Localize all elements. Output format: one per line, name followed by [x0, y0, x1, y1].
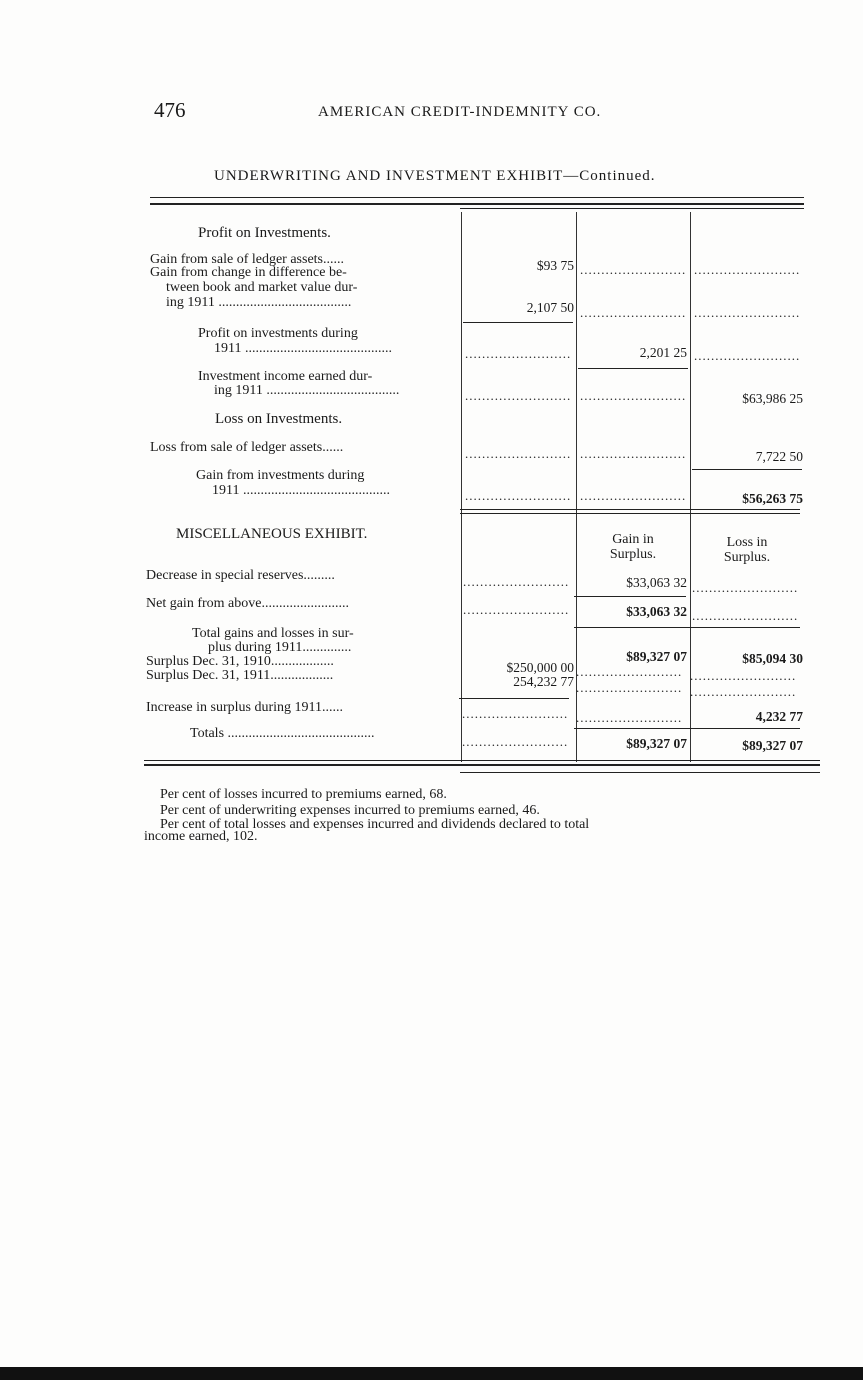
profit-heading: Profit on Investments. — [198, 225, 331, 241]
leader-dots: ......................... — [465, 446, 571, 461]
totals-label: Totals .......................................... — [190, 727, 375, 741]
leader-dots: ......................... — [465, 388, 571, 403]
leader-dots: ......................... — [463, 574, 569, 589]
totals-col3: $89,327 07 — [742, 738, 803, 753]
subtotal-rule — [459, 698, 569, 699]
profit-during-line1: Profit on investments during — [198, 326, 358, 341]
top-rule-extension — [460, 208, 804, 209]
leader-dots: ......................... — [690, 684, 797, 699]
leader-dots: ......................... — [692, 580, 798, 595]
bottom-rule — [144, 760, 820, 761]
footnote-losses: Per cent of losses incurred to premiums earned, 68. — [160, 787, 447, 802]
bottom-rule-extension — [460, 772, 820, 773]
total-gl-line2: plus during 1911.............. — [208, 640, 352, 655]
leader-dots: ......................... — [576, 664, 683, 679]
top-rule — [150, 197, 804, 198]
loss-in-surplus-header — [704, 535, 790, 565]
total-gl-line1: Total gains and losses in sur- — [192, 626, 354, 641]
gain-sale-label: Gain from sale of ledger assets...... — [150, 252, 344, 267]
increase-col3: 4,232 77 — [755, 709, 803, 724]
gain-in-surplus-header — [590, 532, 676, 562]
col3-header-line1: Loss in — [726, 535, 768, 550]
leader-dots: ......................... — [580, 305, 686, 320]
gain-sale-col1: $93 75 — [536, 258, 574, 273]
leader-dots: ......................... — [580, 262, 686, 277]
surplus-1910-col1: $250,000 00 — [506, 660, 574, 675]
section-rule — [460, 513, 800, 514]
profit-during-line2: 1911 .......................................... — [214, 342, 392, 356]
misc-heading: MISCELLANEOUS EXHIBIT. — [176, 526, 368, 542]
gain-change-line1: Gain from change in difference be- — [150, 265, 347, 280]
page-number: 476 — [154, 98, 186, 122]
subtotal-rule — [692, 469, 802, 470]
bottom-rule-inner — [144, 764, 820, 766]
leader-dots: ......................... — [692, 608, 798, 623]
leader-dots: ......................... — [462, 734, 569, 749]
decrease-label: Decrease in special reserves......... — [146, 568, 335, 583]
profit-during-col2: 2,201 25 — [639, 345, 687, 360]
gain-inv-line1: Gain from investments during — [196, 468, 365, 483]
leader-dots: ......................... — [462, 706, 569, 721]
surplus-1911-col1: 254,232 77 — [513, 674, 574, 689]
running-head: AMERICAN CREDIT-INDEMNITY CO. — [318, 104, 602, 120]
leader-dots: ......................... — [580, 488, 686, 503]
exhibit-title: UNDERWRITING AND INVESTMENT EXHIBIT—Continued. — [214, 168, 656, 184]
leader-dots: ......................... — [694, 348, 801, 363]
subtotal-rule — [574, 627, 800, 628]
totals-col2: $89,327 07 — [626, 736, 687, 751]
subtotal-rule — [574, 596, 686, 597]
leader-dots: ......................... — [465, 346, 571, 361]
loss-sale-col3: 7,722 50 — [755, 449, 803, 464]
surplus-1910-label: Surplus Dec. 31, 1910.................. — [146, 654, 334, 669]
leader-dots: ......................... — [580, 388, 686, 403]
subtotal-rule — [463, 322, 573, 323]
gain-inv-line2: 1911 .......................................... — [212, 484, 390, 498]
column-divider-1 — [461, 212, 462, 762]
increase-label: Increase in surplus during 1911...... — [146, 700, 343, 715]
subtotal-rule — [574, 728, 800, 729]
leader-dots: ......................... — [463, 602, 569, 617]
total-gl-col3: $85,094 30 — [742, 651, 803, 666]
leader-dots: ......................... — [694, 305, 801, 320]
footnote-expenses: Per cent of underwriting expenses incurred to premiums earned, 46. — [160, 803, 540, 818]
netgain-col2: $33,063 32 — [626, 604, 687, 619]
footnote-total-line2: income earned, 102. — [144, 829, 258, 844]
subtotal-rule — [578, 368, 688, 369]
leader-dots: ......................... — [694, 262, 801, 277]
loss-heading: Loss on Investments. — [215, 411, 343, 427]
income-line1: Investment income earned dur- — [198, 369, 373, 384]
income-col3: $63,986 25 — [742, 391, 803, 406]
footnote-total-line1: Per cent of total losses and expenses incurred and dividends declared to total — [160, 817, 590, 832]
section-rule — [460, 509, 800, 510]
decrease-col2: $33,063 32 — [626, 575, 687, 590]
surplus-1911-label: Surplus Dec. 31, 1911.................. — [146, 668, 334, 683]
gain-change-col1: 2,107 50 — [526, 300, 574, 315]
leader-dots: ......................... — [580, 446, 686, 461]
top-rule-inner — [150, 203, 804, 205]
leader-dots: ......................... — [576, 710, 683, 725]
scan-edge-bar — [0, 1367, 863, 1380]
gain-change-line2: tween book and market value dur- — [166, 280, 358, 295]
leader-dots: ......................... — [690, 668, 797, 683]
gain-inv-col3: $56,263 75 — [742, 491, 803, 506]
gain-change-line3: ing 1911 ...................................... — [166, 296, 352, 310]
loss-sale-label: Loss from sale of ledger assets...... — [150, 440, 344, 455]
leader-dots: ......................... — [465, 488, 571, 503]
total-gl-col2: $89,327 07 — [626, 649, 687, 664]
col3-header-line2: Surplus. — [723, 550, 771, 565]
netgain-label: Net gain from above......................... — [146, 596, 349, 611]
income-line2: ing 1911 ...................................... — [214, 384, 400, 398]
leader-dots: ......................... — [576, 680, 683, 695]
col2-header-line2: Surplus. — [609, 547, 657, 562]
col2-header-line1: Gain in — [612, 532, 654, 547]
